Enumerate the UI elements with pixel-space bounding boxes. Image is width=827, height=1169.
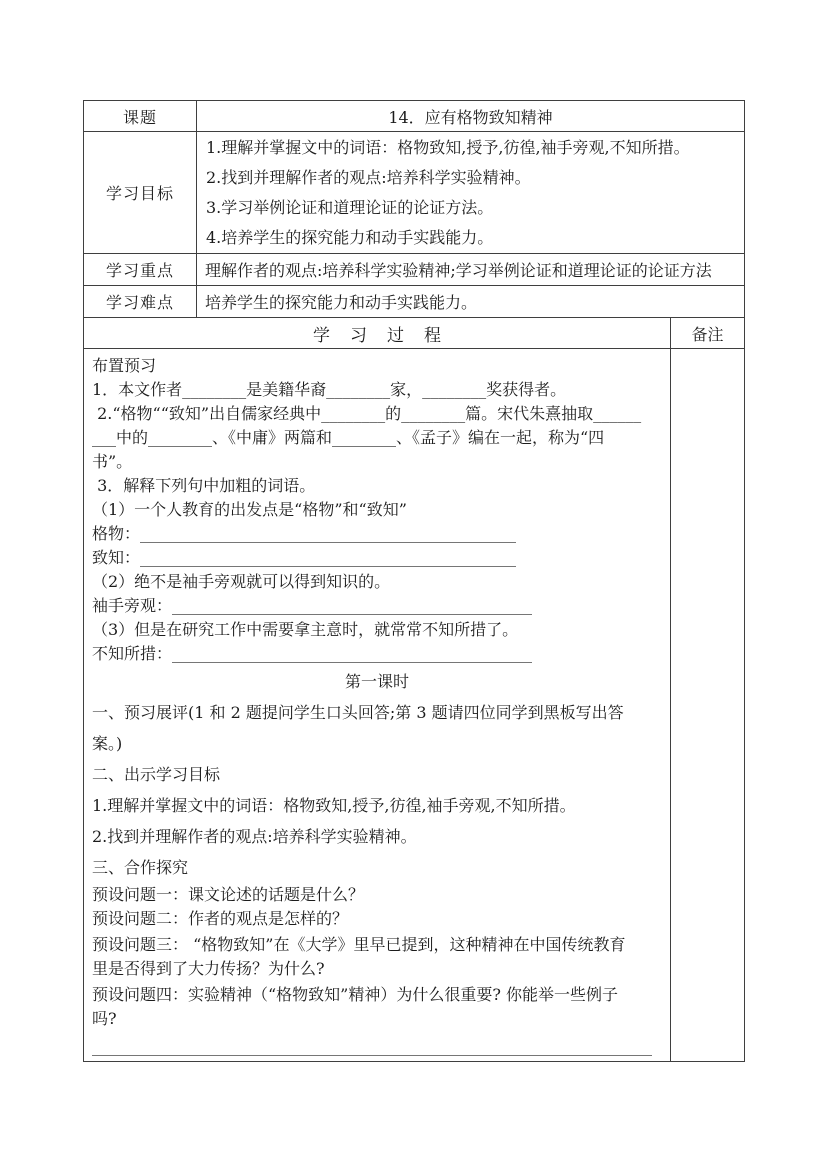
session-title: 第一课时: [344, 672, 409, 691]
goal-item: 1.理解并掌握文中的词语：格物致知,授予,彷徨,袖手旁观,不知所措。: [206, 137, 690, 157]
focus-value: 理解作者的观点:培养科学实验精神;学习举例论证和道理论证的论证方法: [205, 261, 712, 280]
topic-label: 课题: [84, 101, 197, 131]
body-line: 布置预习: [92, 356, 157, 375]
body-line: 预设问题一：课文论述的话题是什么？: [92, 885, 365, 904]
body-line: 里是否得到了大力传扬？为什么?: [92, 959, 325, 978]
goals-value: [197, 132, 744, 253]
body-line-blanks: 1．本文作者________是美籍华裔________家，________奖获得者。: [92, 380, 567, 399]
goals-label: 学习目标: [84, 132, 197, 253]
goal-item: 4.培养学生的探究能力和动手实践能力。: [206, 227, 494, 247]
lesson-plan-table: [83, 100, 745, 1062]
body-line-blanks: 2.“格物““致知”出自儒家经典中________的________篇。宋代朱熹抽取______: [92, 404, 642, 423]
body-line: 预设问题四：实验精神（“格物致知”精神）为什么很重要? 你能举一些例子: [92, 985, 619, 1004]
body-line: 三、合作探究: [92, 858, 189, 877]
body-line: 吗?: [92, 1009, 117, 1028]
goal-item: 3.学习举例论证和道理论证的论证方法。: [206, 197, 494, 217]
body-line: （2）绝不是袖手旁观就可以得到知识的。: [92, 572, 391, 591]
topic-value: 14．应有格物致知精神: [388, 107, 553, 127]
goals-row: [84, 132, 744, 254]
body-line: 2.找到并理解作者的观点:培养科学实验精神。: [92, 827, 417, 846]
fill-blank-line: ______________________________________________________________________: [92, 1037, 652, 1056]
body-line: 书”。: [92, 452, 133, 471]
body-line: 二、出示学习目标: [92, 765, 221, 784]
body-line: （1）一个人教育的出发点是“格物”和“致知”: [92, 500, 407, 519]
focus-row: [84, 254, 744, 286]
difficulty-value: 培养学生的探究能力和动手实践能力。: [205, 293, 478, 312]
body-line: 预设问题三： “格物致知”在《大学》里早已提到，这种精神在中国传统教育: [92, 935, 626, 954]
difficulty-row: [84, 286, 744, 318]
difficulty-label: 学习难点: [84, 286, 197, 317]
notes-column: [670, 349, 744, 1061]
fill-blank-line: 不知所措：_____________________________________________: [92, 644, 533, 663]
topic-row: [84, 101, 744, 132]
notes-header: 备注: [670, 318, 744, 348]
body-line: 3．解释下列句中加粗的词语。: [92, 476, 316, 495]
focus-label: 学习重点: [84, 254, 197, 285]
body-line-blanks: ___中的________、《中庸》两篇和________、《孟子》编在一起，称为“四: [92, 428, 605, 447]
body-line: 预设问题二：作者的观点是怎样的？: [92, 909, 349, 928]
fill-blank-line: 袖手旁观：_____________________________________________: [92, 596, 533, 615]
process-header-row: [84, 318, 744, 349]
fill-blank-line: 致知：_______________________________________________: [92, 548, 517, 567]
study-process-content: [84, 349, 670, 1061]
goal-item: 2.找到并理解作者的观点:培养科学实验精神。: [206, 167, 531, 187]
body-line: 一、预习展评(1 和 2 题提问学生口头回答;第 3 题请四位同学到黑板写出答: [92, 703, 624, 722]
body-line: 1.理解并掌握文中的词语：格物致知,授予,彷徨,袖手旁观,不知所措。: [92, 796, 576, 815]
content-row: [84, 349, 744, 1061]
process-header: 学习过程: [313, 325, 461, 346]
body-line: 案。): [92, 734, 123, 753]
body-line: （3）但是在研究工作中需要拿主意时，就常常不知所措了。: [92, 620, 519, 639]
fill-blank-line: 格物：_______________________________________________: [92, 524, 517, 543]
